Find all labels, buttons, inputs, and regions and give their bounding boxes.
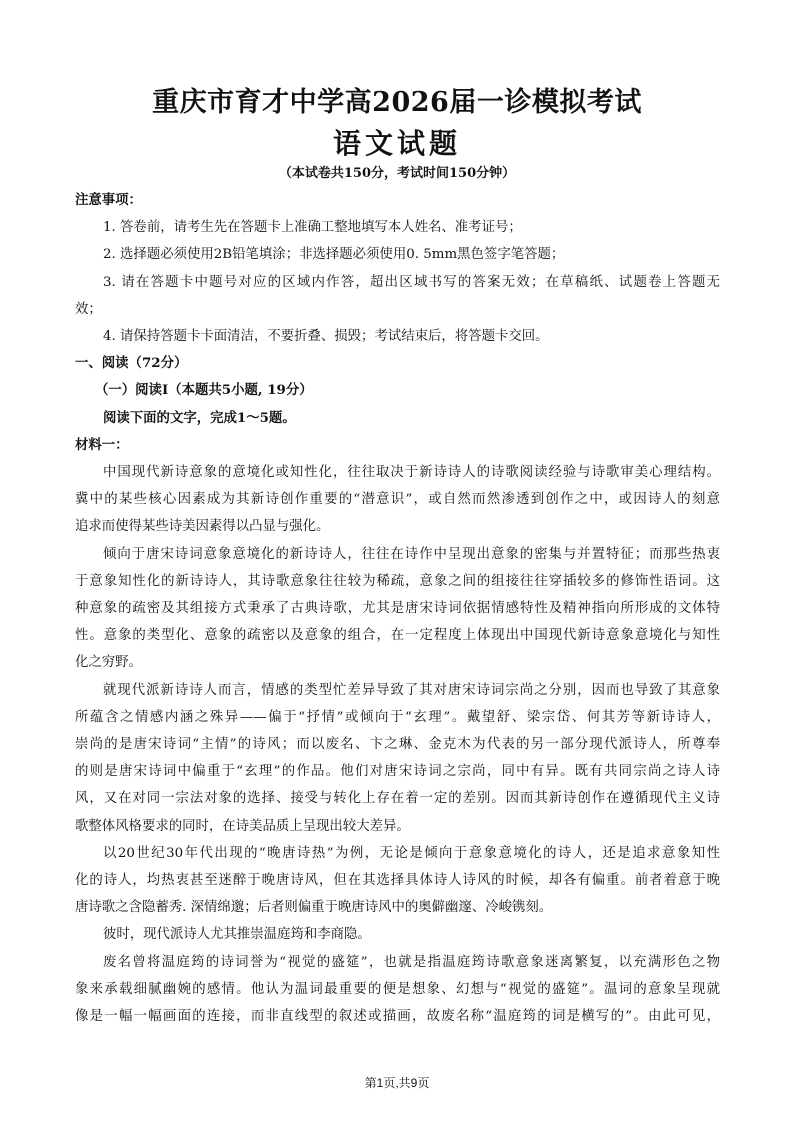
text-line: 中国现代新诗意象的意境化或知性化，往往取决于新诗诗人的诗歌阅读经验与诗歌审美心理结构。 <box>103 465 720 481</box>
text-line: 唐诗歌之含隐蓄秀. 深情绵邈；后者则偏重于晚唐诗风中的奥僻幽邃、冷峻镌刻。 <box>75 900 553 916</box>
text-line: 的则是唐宋诗词中偏重于“玄理”的作品。他们对唐宋诗词之宗尚，同中有异。既有共同宗尚之诗人诗 <box>75 764 720 780</box>
text-line: 像是一幅一幅画面的连接，而非直线型的叙述或描画，故废名称“温庭筠的词是横写的”。由此可见， <box>75 1009 720 1025</box>
material-label: 材料一： <box>75 436 129 453</box>
text-line: 化之穷野。 <box>75 655 142 671</box>
text-line: 倾向于唐宋诗词意象意境化的新诗诗人，往往在诗作中呈现出意象的密集与并置特征；而那些热衷 <box>103 546 720 562</box>
text-line: 所蕴含之情感内涵之殊异——偏于“抒情”或倾向于“玄理”。戴望舒、梁宗岱、何其芳等新诗诗人， <box>75 709 720 725</box>
text-line: 追求而使得某些诗美因素得以凸显与强化。 <box>75 519 330 535</box>
text-line: 就现代派新诗诗人而言，情感的类型忙差异导致了其对唐宋诗词宗尚之分别，因而也导致了其意象 <box>103 682 720 698</box>
exam-body <box>75 187 720 1030</box>
notice-item: 4. 请保持答题卡卡面清洁，不要折叠、损毁；考试结束后，将答题卡交回。 <box>103 329 549 345</box>
text-line: 以20世纪30年代出现的“晚唐诗热”为例，无论是倾向于意象意境化的诗人，还是追求意象知性 <box>103 845 720 861</box>
text-line: 风，又在对同一宗法对象的选择、接受与转化上存在着一定的差别。因而其新诗创作在遵循现代主义诗 <box>75 791 720 807</box>
text-line: 彼时，现代派诗人尤其推崇温庭筠和李商隐。 <box>103 927 371 943</box>
text-line: 象来承载细腻幽婉的感情。他认为温词最重要的便是想象、幻想与“视觉的盛筵”。温词的意象呈现就 <box>75 981 720 997</box>
exam-title: 重庆市育才中学高2026届一诊模拟考试 <box>152 87 642 118</box>
notice-heading: 注意事项： <box>75 192 142 208</box>
notice-item-continued: 效； <box>75 301 102 317</box>
notice-item: 3. 请在答题卡中题号对应的区域内作答，超出区域书写的答案无效；在草稿纸、试题卷上答题无 <box>103 274 720 290</box>
text-line: 歌整体风格要求的同时，在诗美品质上呈现出较大差异。 <box>75 818 410 834</box>
notice-item: 1. 答卷前，请考生先在答题卡上准确工整地填写本人姓名、准考证号； <box>103 220 522 236</box>
text-line: 于意象知性化的新诗诗人，其诗歌意象往往较为稀疏，意象之间的组接往往穿插较多的修饰性语词。这 <box>75 573 720 589</box>
text-line: 种意象的疏密及其组接方式秉承了古典诗歌，尤其是唐宋诗词依据情感特性及精神指向所形成的文体特 <box>75 601 720 617</box>
text-line: 废名曾将温庭筠的诗词誉为“视觉的盛筵”，也就是指温庭筠诗歌意象迷离繁复，以充满形色之物 <box>103 954 720 970</box>
subject-title: 语文试题 <box>332 127 461 160</box>
text-line: 化的诗人，均热衷甚至迷醉于晚唐诗风，但在其选择具体诗人诗风的时候，却各有偏重。前者着意于晚 <box>75 873 720 889</box>
text-line: 性。意象的类型化、意象的疏密以及意象的组合，在一定程度上体现出中国现代新诗意象意境化与知性 <box>75 628 720 644</box>
text-line: 冀中的某些核心因素成为其新诗创作重要的“潜意识”，或自然而然渗透到创作之中，或因诗人的刻意 <box>75 492 720 508</box>
notice-item: 2. 选择题必须使用2B铅笔填涂；非选择题必须使用0. 5mm黑色签字笔答题； <box>103 247 565 263</box>
exam-info-note: （本试卷共150分，考试时间150分钟） <box>278 166 516 181</box>
subsection-heading: （一）阅读Ⅰ（本题共5小题, 19分） <box>95 382 313 399</box>
page-number: 第1页,共9页 <box>364 1076 430 1090</box>
section-heading: 一、阅读（72分） <box>75 355 188 372</box>
reading-instruction: 阅读下面的文字，完成1～5题。 <box>103 409 296 426</box>
text-line: 崇尚的是唐宋诗词“主情”的诗风；而以废名、卞之琳、金克木为代表的另一部分现代派诗人，所尊奉 <box>75 737 720 753</box>
